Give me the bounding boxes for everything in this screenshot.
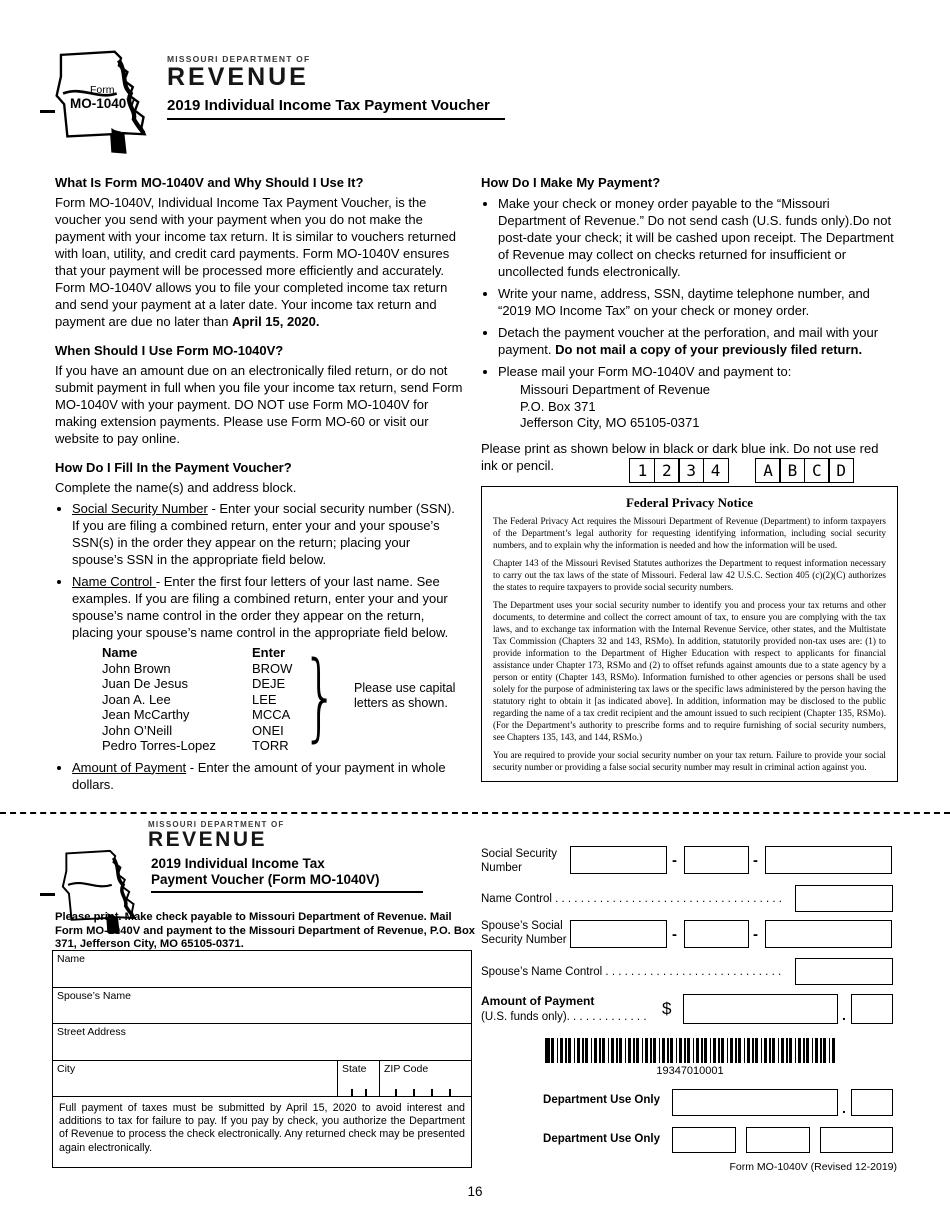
department-use-only-label-2: Department Use Only: [543, 1133, 660, 1145]
voucher-title-line2: Payment Voucher (Form MO-1040V): [151, 872, 380, 887]
comb-tick: [413, 1089, 415, 1096]
street-address-field-label: Street Address: [57, 1026, 126, 1038]
spouse-ssn-box-area[interactable]: [570, 920, 667, 948]
section-body-when: If you have an amount due on an electronically filed return, or do not submit payment in full when you file your income tax return, send Form MO-1040V with your payment. DO NOT use Form MO-1040V for making extension payments. Please use Form MO-60 or visit our website to pay online.: [55, 363, 463, 446]
revenue-logo: [167, 54, 310, 90]
name-control-text: - Enter the first four letters of your last name. See examples. If you are filing a combined return, enter your and your spouse’s name control in the order they appear on the return, placing your spouse’s name control in the appropriate field below.: [72, 574, 449, 640]
example-code: TORR: [252, 738, 289, 753]
comb-tick: [449, 1089, 451, 1096]
perforation-line: [0, 812, 950, 814]
sample-cell: 3: [678, 458, 704, 483]
amount-text: - Enter the amount of your payment in whole dollars.: [72, 759, 446, 792]
list-item-write: • Write your name, address, SSN, daytime telephone number, and “2019 MO Income Tax” on your check or money order.: [498, 285, 898, 319]
sample-cell: B: [779, 458, 805, 483]
state-field-label: State: [342, 1062, 367, 1075]
spouse-ssn-label-line2: Security Number: [481, 934, 567, 946]
ssn-dash: -: [672, 926, 677, 943]
ssn-box-group[interactable]: [684, 846, 749, 874]
example-name: John O’Neill: [102, 722, 173, 738]
ssn-text: - Enter your social security number (SSN). If you are filing a combined return, enter your and your spouse’s SSN(s) in the order they appear on the return; placing your spouse’s SSN in the appropriate field below.: [72, 501, 455, 567]
print-note-block: [481, 440, 898, 480]
page-title: 2019 Individual Income Tax Payment Voucher: [167, 97, 505, 120]
ssn-label-line1: Social Security: [481, 848, 558, 860]
city-state-zip-row: [53, 1061, 471, 1098]
instructions-right-column: [481, 172, 898, 810]
spouse-name-field-label: Spouse’s Name: [57, 989, 131, 1002]
logo-revenue-wordmark: REVENUE: [148, 828, 268, 851]
spouse-ssn-box-serial[interactable]: [765, 920, 892, 948]
list-item-mail: [498, 363, 898, 432]
example-name: Jean McCarthy: [102, 707, 190, 722]
voucher-title-line1: 2019 Individual Income Tax: [151, 856, 325, 871]
dollar-sign: $: [662, 999, 672, 1018]
name-address-block: [52, 950, 472, 1168]
ssn-dash: -: [753, 852, 758, 869]
amount-cents-box[interactable]: [851, 994, 893, 1024]
name-field-label: Name: [57, 953, 86, 965]
header-enter: Enter: [252, 645, 286, 660]
city-field-label: City: [57, 1062, 76, 1075]
spouse-name-control-box[interactable]: [795, 958, 893, 985]
zip-code-field[interactable]: [379, 1061, 471, 1097]
privacy-paragraph: The Department uses your social security number to identify you and process your tax returns and other documents, to determine and collect the correct amount of tax, to ensure you are complying with the tax laws, and to exchange tax information with the Internal Revenue Service, other states, and the Multistate Tax Commission (Chapters 32 and 143, RSMo). In addition, statutorily provided non-tax uses are: (1) to provide information to the Department of Higher Education with respect to applicants for financial assistance under Chapter 173, RSMo and (2) to offset refunds against amounts due to a state agency by a person or entity (Chapter 143, RSMo). Information furnished to other agencies or persons shall be used solely for the purpose of administering tax laws or the specific laws administered by the person having the statutory right to obtain it [as indicated above]. In addition, information may be disclosed to the public regarding the name of a tax credit recipient and the amount issued to such recipient (Chapter 135, RSMo). (For the Department’s authority to prescribe forms and to require furnishing of social security numbers, see Chapters 135, 143, and 144, RSMo.): [493, 600, 886, 742]
amount-of-payment-label: Amount of Payment: [481, 994, 595, 1008]
sample-cell: 4: [703, 458, 729, 483]
department-use-cents-box[interactable]: [851, 1089, 893, 1116]
form-number: MO-1040V: [70, 96, 136, 111]
sample-cell: 1: [629, 458, 655, 483]
department-use-box-c[interactable]: [820, 1127, 893, 1153]
section-heading-payment: How Do I Make My Payment?: [481, 175, 661, 190]
sample-letters: [757, 458, 855, 483]
privacy-paragraph: The Federal Privacy Act requires the Missouri Department of Revenue (Department) to inform taxpayers of the Department’s legal authority for requesting identifying information, including social security numbers, and to explain why the information is needed and how the information will be used.: [493, 516, 886, 551]
spouse-ssn-label-line1: Spouse’s Social: [481, 920, 563, 932]
name-control-term: Name Control: [72, 574, 156, 589]
ssn-dash: -: [753, 926, 758, 943]
sample-cell: D: [828, 458, 854, 483]
body-text: Form MO-1040V, Individual Income Tax Payment Voucher, is the voucher you send with your payment when you do not make the payment with your income tax return. It is similar to vouchers returned with loan, utility, and credit card payments. Form MO-1040V ensures that your payment will be processed more efficiently and accurately. Form MO-1040V allows you to file your completed income tax return and send your payment at a later date. Your income tax return and payment are due no later than: [55, 195, 456, 329]
fill-instructions-list: [57, 500, 463, 793]
department-use-box-a[interactable]: [672, 1127, 736, 1153]
detach-text: Detach the payment voucher at the perforation, and mail with your payment.: [498, 325, 879, 357]
voucher-mail-instruction: Please print. Make check payable to Missouri Department of Revenue. Mail Form MO-1040V and payment to the Missouri Department of Revenue, P.O. Box 371, Jefferson City, MO 65105-0371.: [55, 911, 476, 950]
full-payment-note: Full payment of taxes must be submitted by April 15, 2020 to avoid interest and additions to tax for failure to pay. If you pay by check, you authorize the Department of Revenue to process the check electronically. Any returned check may be presented again electronically.: [59, 1102, 465, 1154]
section-body-why: [55, 194, 463, 330]
voucher-title: [151, 856, 423, 893]
example-code: MCCA: [252, 707, 291, 722]
do-not-mail-warning: Do not mail a copy of your previously filed return.: [555, 342, 863, 357]
comb-tick: [351, 1089, 353, 1096]
sample-cell: C: [804, 458, 830, 483]
ssn-dash: -: [672, 852, 677, 869]
list-item-name-control: [72, 573, 463, 754]
list-item-amount: [72, 759, 463, 793]
examples-header: [102, 645, 463, 661]
sample-digits: [631, 458, 729, 483]
ssn-label-line2: Number: [481, 862, 522, 874]
list-item-check: • Make your check or money order payable to the “Missouri Department of Revenue.” Do not send cash (U.S. funds only).Do not post-date your check; it will be cashed upon receipt. The Department of Revenue may collect on checks returned for insufficient or uncollected funds electronically.: [498, 195, 898, 280]
address-line: P.O. Box 371: [520, 398, 596, 414]
section-heading-fill: How Do I Fill In the Payment Voucher?: [55, 460, 292, 475]
spouse-ssn-label: [481, 919, 567, 947]
header-name: Name: [102, 645, 138, 660]
capital-letters-note: Please use capital letters as shown.: [354, 681, 456, 710]
comb-tick: [365, 1089, 367, 1096]
logo-dept-line: MISSOURI DEPARTMENT OF: [167, 54, 311, 64]
mailing-address: [520, 382, 898, 432]
barcode-number: 19347010001: [656, 1065, 724, 1077]
zip-field-label: ZIP Code: [384, 1062, 429, 1075]
ssn-label: [481, 847, 557, 875]
name-control-label: Name Control . . . . . . . . . . . . . . . . . . . . . . . . . . . . . . . . . . . .: [481, 893, 782, 905]
example-code: BROW: [252, 660, 293, 676]
department-use-box[interactable]: [672, 1089, 838, 1116]
ssn-box-serial[interactable]: [765, 846, 892, 874]
department-use-box-b[interactable]: [746, 1127, 810, 1153]
privacy-title: Federal Privacy Notice: [625, 494, 754, 510]
section-intro-fill: Complete the name(s) and address block.: [55, 480, 297, 495]
federal-privacy-notice: [481, 486, 898, 783]
name-control-examples: [102, 642, 463, 754]
payment-instructions-list: [483, 195, 898, 432]
spouse-name-field[interactable]: [53, 988, 471, 1025]
example-code: LEE: [252, 691, 277, 707]
comb-tick: [395, 1089, 397, 1096]
department-use-only-label-1: Department Use Only: [543, 1094, 660, 1106]
example-row: [102, 661, 463, 677]
example-name: Joan A. Lee: [102, 691, 171, 707]
print-note: Please print as shown below in black or dark blue ink. Do not use red ink or pencil.: [481, 440, 879, 473]
example-name: John Brown: [102, 660, 171, 676]
privacy-paragraph: Chapter 143 of the Missouri Revised Statutes authorizes the Department to request information necessary to carry out the tax laws of the state of Missouri. Federal law 42 U.S.C. Section 405 (c)(2)(C) authorizes the states to require taxpayers to provide social security numbers.: [493, 558, 886, 593]
address-line: Jefferson City, MO 65105-0371: [520, 415, 700, 430]
spouse-ssn-box-group[interactable]: [684, 920, 749, 948]
amount-term: Amount of Payment: [72, 759, 187, 775]
city-field[interactable]: [53, 1061, 337, 1097]
example-name: Pedro Torres-Lopez: [102, 738, 216, 753]
ssn-box-area[interactable]: [570, 846, 667, 874]
barcode: [545, 1038, 835, 1063]
name-control-box[interactable]: [795, 885, 893, 912]
sample-cell: A: [755, 458, 781, 483]
due-date: April 15, 2020.: [232, 314, 320, 329]
form-revision: Form MO-1040V (Revised 12-2019): [729, 1161, 897, 1173]
voucher-revenue-logo: [148, 820, 284, 851]
name-field[interactable]: [53, 951, 471, 988]
street-address-field[interactable]: [53, 1024, 471, 1061]
section-heading-why: What Is Form MO-1040V and Why Should I Use It?: [55, 175, 364, 190]
decimal-point: .: [842, 1007, 846, 1023]
list-item-detach: [498, 324, 898, 358]
comb-tick: [431, 1089, 433, 1096]
spouse-name-control-label: Spouse’s Name Control . . . . . . . . . . . . . . . . . . . . . . . . . . . .: [481, 966, 782, 978]
form-label: Form: [90, 84, 115, 96]
us-funds-only-label: (U.S. funds only). . . . . . . . . . . . .: [481, 1011, 647, 1023]
decimal-point: .: [842, 1100, 846, 1116]
logo-revenue-wordmark: REVENUE: [167, 63, 309, 91]
ink-sample-boxes: [631, 458, 882, 483]
example-row: [102, 738, 463, 754]
page-number: 16: [467, 1184, 483, 1199]
example-code: ONEI: [252, 722, 284, 738]
mail-to-text: Please mail your Form MO-1040V and payment to:: [498, 364, 792, 379]
address-line: Missouri Department of Revenue: [520, 382, 711, 397]
sample-cell: 2: [654, 458, 680, 483]
brace-glyph: }: [302, 642, 339, 752]
privacy-paragraph: You are required to provide your social security number on your tax return. Failure to provide your social security number or providing a false social security number may result in criminal action against you.: [493, 749, 886, 772]
registration-mark: [40, 893, 55, 896]
amount-dollars-box[interactable]: [683, 994, 838, 1024]
state-field[interactable]: [337, 1061, 379, 1097]
logo-dept-line: MISSOURI DEPARTMENT OF: [148, 820, 285, 829]
list-item-ssn: [72, 500, 463, 568]
example-name: Juan De Jesus: [102, 676, 188, 691]
ssn-term: Social Security Number: [72, 501, 208, 516]
example-code: DEJE: [252, 676, 286, 691]
section-heading-when: When Should I Use Form MO-1040V?: [55, 343, 284, 358]
instructions-left-column: [55, 172, 463, 810]
example-row: [102, 723, 463, 739]
